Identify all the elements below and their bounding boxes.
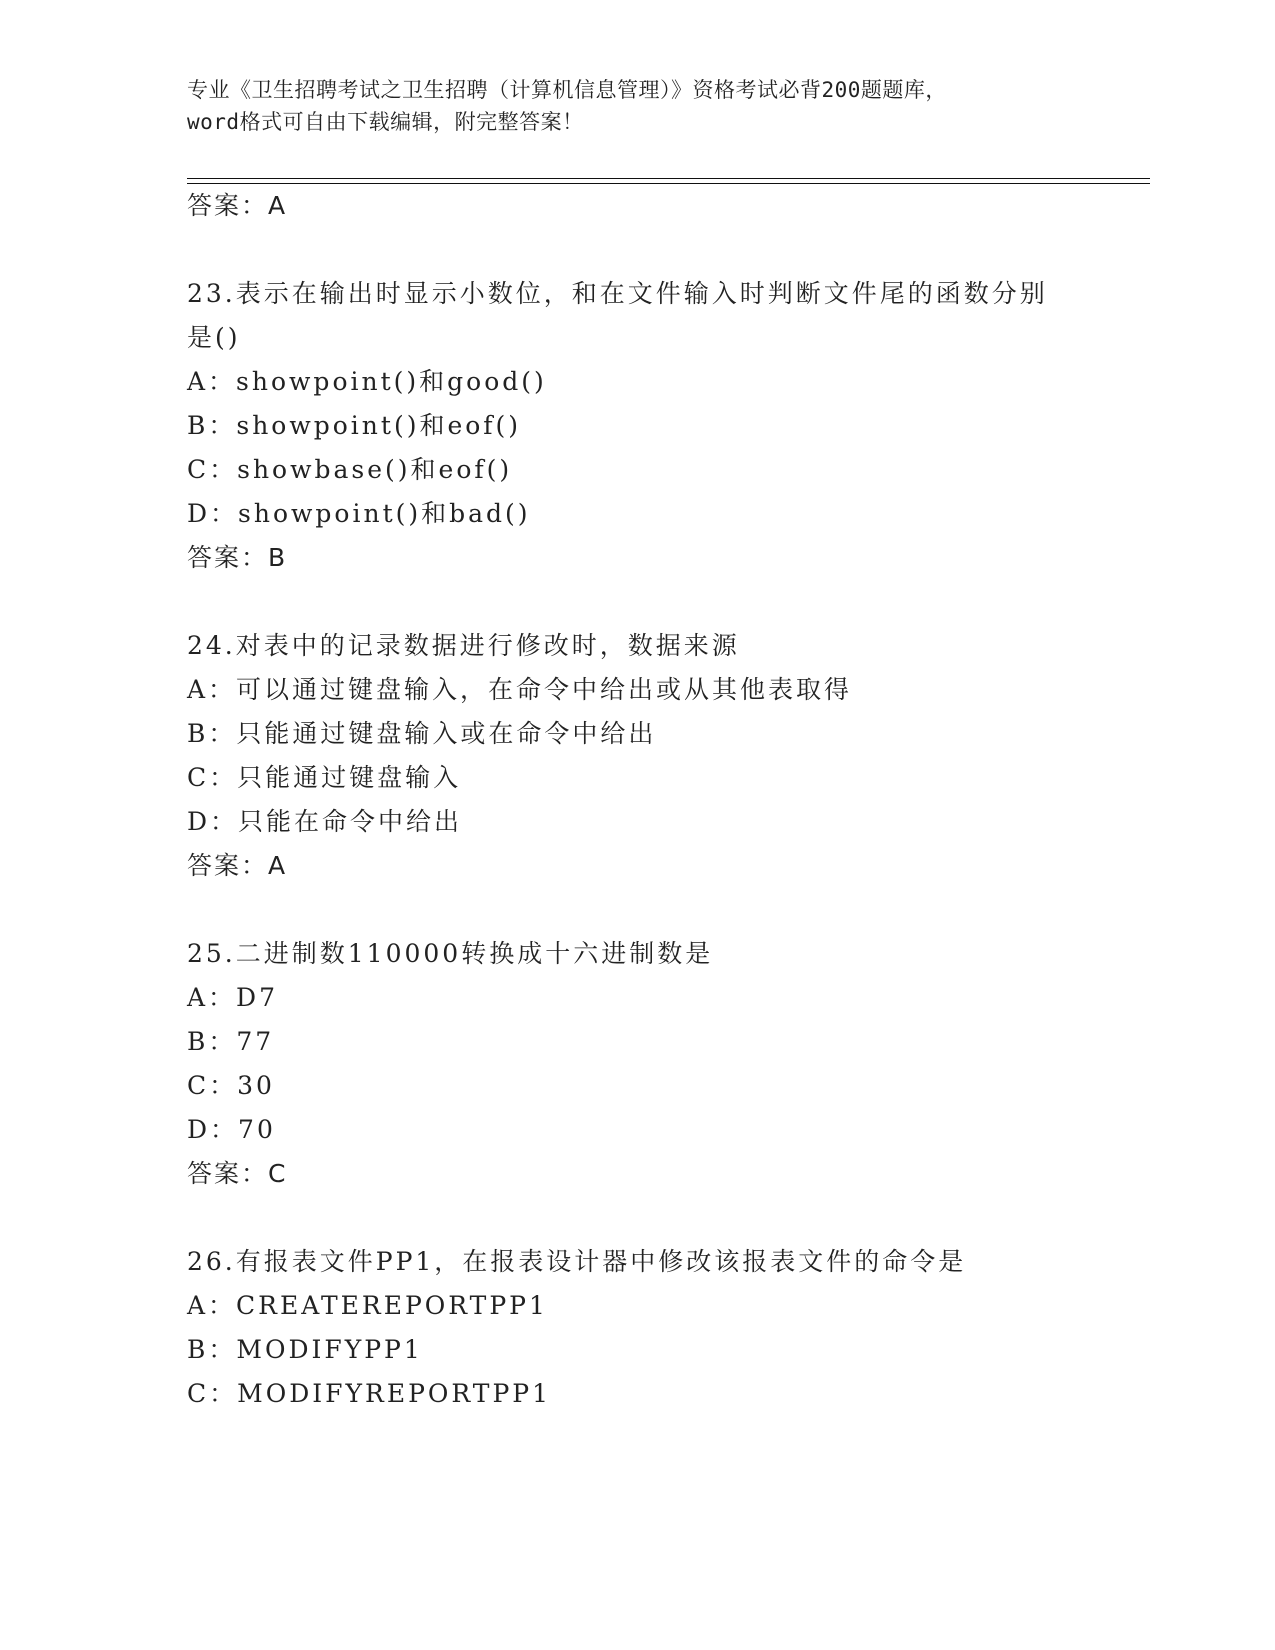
question-23-option-c: C：showbase()和eof(): [187, 455, 513, 484]
question-25-answer: 答案：C: [187, 1159, 288, 1188]
question-26-option-a: A：CREATEREPORTPP1: [187, 1291, 548, 1320]
question-24-option-a: A：可以通过键盘输入，在命令中给出或从其他表取得: [187, 675, 853, 704]
question-24-text: 24.对表中的记录数据进行修改时，数据来源: [187, 631, 740, 660]
question-23-option-a: A：showpoint()和good(): [187, 367, 547, 396]
question-23-option-d: D：showpoint()和bad(): [187, 499, 531, 528]
question-25-option-d: D：70: [187, 1115, 276, 1144]
question-26-option-b: B：MODIFYPP1: [187, 1335, 423, 1364]
question-23-text-line1: 23.表示在输出时显示小数位，和在文件输入时判断文件尾的函数分别: [187, 279, 1048, 308]
question-26-option-c: C：MODIFYREPORTPP1: [187, 1379, 551, 1408]
header-divider-top: [187, 178, 1150, 179]
document-header: [187, 74, 1087, 138]
question-25-option-c: C：30: [187, 1071, 275, 1100]
question-24-option-c: C：只能通过键盘输入: [187, 763, 462, 792]
question-23-text-line2: 是(): [187, 323, 241, 352]
header-title-line1: 专业《卫生招聘考试之卫生招聘（计算机信息管理）》资格考试必背200题题库，: [187, 78, 947, 102]
question-26-text: 26.有报表文件PP1，在报表设计器中修改该报表文件的命令是: [187, 1247, 967, 1276]
previous-answer: 答案：A: [187, 191, 288, 220]
header-divider-bottom: [187, 183, 1150, 184]
question-24-option-b: B：只能通过键盘输入或在命令中给出: [187, 719, 657, 748]
question-25-text: 25.二进制数110000转换成十六进制数是: [187, 939, 714, 968]
question-23-answer: 答案：B: [187, 543, 288, 572]
question-24-option-d: D：只能在命令中给出: [187, 807, 463, 836]
header-title-line2: word格式可自由下载编辑，附完整答案！: [187, 110, 584, 134]
question-25-option-a: A：D7: [187, 983, 279, 1012]
question-25-option-b: B：77: [187, 1027, 275, 1056]
question-24-answer: 答案：A: [187, 851, 288, 880]
question-23-option-b: B：showpoint()和eof(): [187, 411, 522, 440]
